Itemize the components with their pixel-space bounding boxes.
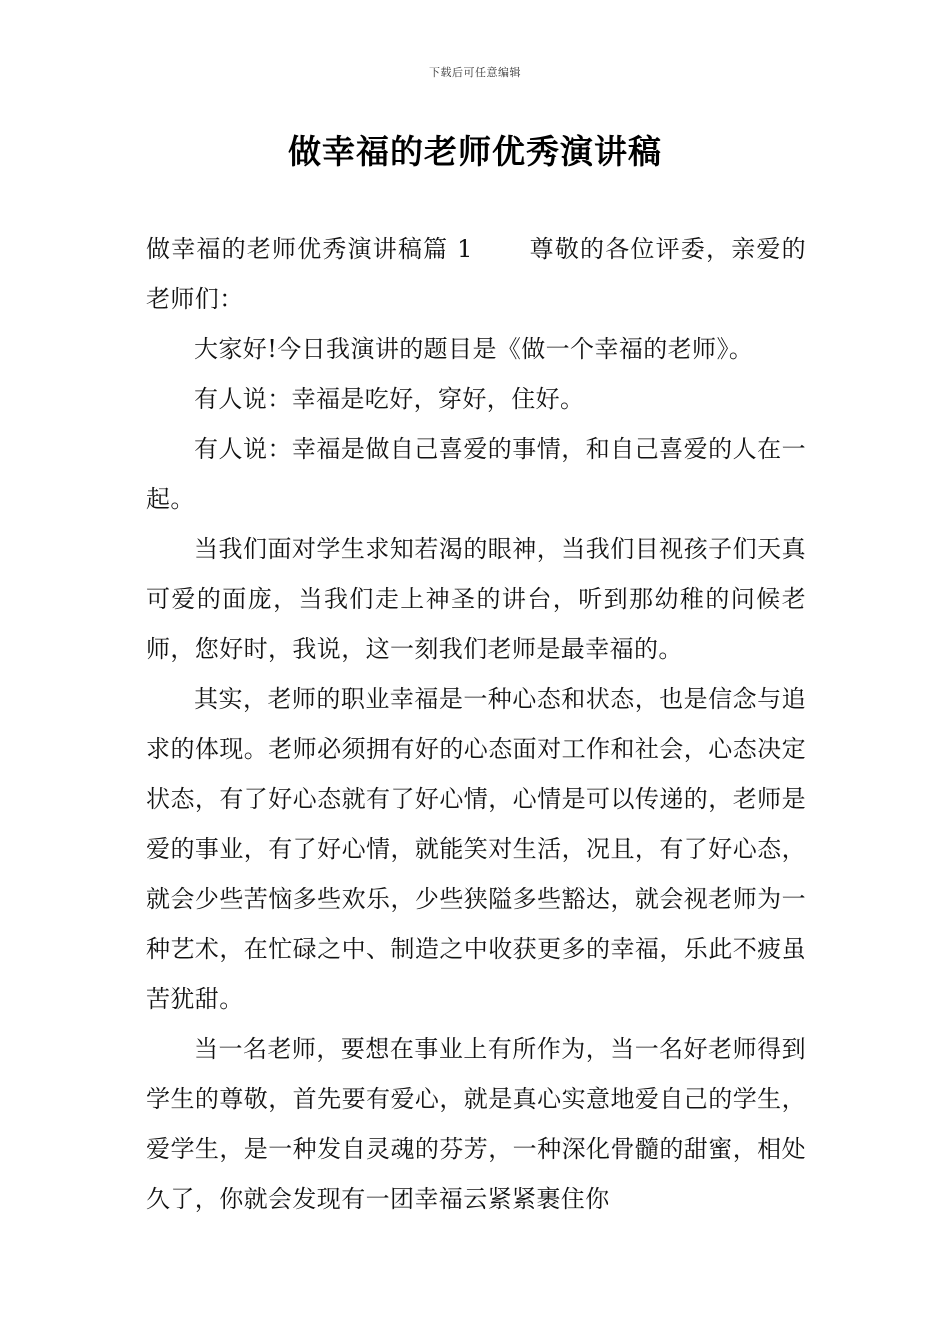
paragraph-students: 当我们面对学生求知若渴的眼神，当我们目视孩子们天真可爱的面庞，当我们走上神圣的讲台，听到那幼稚的问候老师，您好时，我说，这一刻我们老师是最幸福的。 xyxy=(146,535,806,663)
paragraph-happiness-2: 有人说：幸福是做自己喜爱的事情，和自己喜爱的人在一起。 xyxy=(146,435,806,513)
paragraph-happiness-1: 有人说：幸福是吃好，穿好，住好。 xyxy=(194,385,585,413)
header-note: 下载后可任意编辑 xyxy=(429,66,521,79)
document-body xyxy=(146,224,806,1224)
paragraph-love: 当一名老师，要想在事业上有所作为，当一名好老师得到学生的尊敬，首先要有爱心，就是真心实意地爱自己的学生，爱学生，是一种发自灵魂的芬芳，一种深化骨髓的甜蜜，相处久了，你就会发现有一团幸福云紧紧裹住你 xyxy=(146,1035,806,1213)
salutation: 尊敬的各位评委，亲爱的老师们： xyxy=(146,235,806,313)
intro-paragraph xyxy=(146,224,806,324)
article-heading: 做幸福的老师优秀演讲稿篇 1 xyxy=(146,235,473,263)
document-title: 做幸福的老师优秀演讲稿 xyxy=(288,132,662,171)
paragraph-greeting: 大家好!今日我演讲的题目是《做一个幸福的老师》。 xyxy=(194,335,754,363)
paragraph-mindset: 其实，老师的职业幸福是一种心态和状态，也是信念与追求的体现。老师必须拥有好的心态面对工作和社会，心态决定状态，有了好心态就有了好心情，心情是可以传递的，老师是爱的事业，有了好心情，就能笑对生活，况且，有了好心态，就会少些苦恼多些欢乐，少些狭隘多些豁达，就会视老师为一种艺术，在忙碌之中、制造之中收获更多的幸福，乐此不疲虽苦犹甜。 xyxy=(146,685,806,1013)
